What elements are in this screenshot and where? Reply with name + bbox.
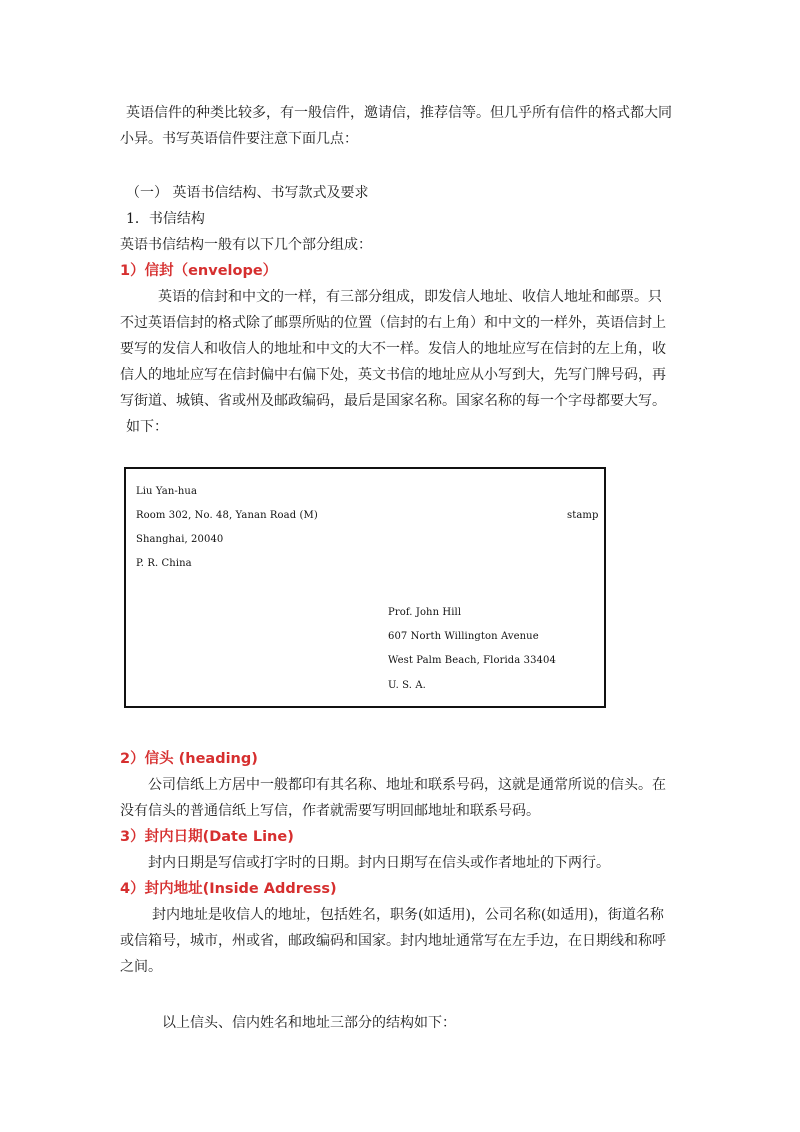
intro-line-1: 英语信件的种类比较多，有一般信件，邀请信，推荐信等。但几乎所有信件的格式都大同 xyxy=(126,105,672,121)
subsection-heading: 1．书信结构 xyxy=(126,211,205,227)
heading-paragraph-line: 没有信头的普通信纸上写信，作者就需要写明回邮地址和联系号码。 xyxy=(120,803,540,819)
stamp-label: stamp xyxy=(567,510,599,521)
date-line-heading: 3）封内日期(Date Line) xyxy=(120,829,294,845)
envelope-paragraph-line: 写街道、城镇、省或州及邮政编码，最后是国家名称。国家名称的每一个字母都要大写。 xyxy=(120,393,666,409)
recipient-street: 607 North Willington Avenue xyxy=(388,631,539,642)
recipient-city: West Palm Beach, Florida 33404 xyxy=(388,655,556,666)
inside-address-heading: 4）封内地址(Inside Address) xyxy=(120,881,337,897)
inside-address-paragraph-line: 之间。 xyxy=(120,959,162,975)
date-line-paragraph: 封内日期是写信或打字时的日期。封内日期写在信头或作者地址的下两行。 xyxy=(148,855,610,871)
envelope-heading: 1）信封（envelope） xyxy=(120,263,278,279)
subsection-description: 英语书信结构一般有以下几个部分组成： xyxy=(120,237,372,253)
sender-city: Shanghai, 20040 xyxy=(136,534,224,545)
recipient-name: Prof. John Hill xyxy=(388,607,462,618)
recipient-country: U. S. A. xyxy=(388,680,426,691)
closing-line: 以上信头、信内姓名和地址三部分的结构如下： xyxy=(162,1015,456,1031)
envelope-sample xyxy=(124,467,606,708)
inside-address-paragraph-line: 或信箱号，城市，州或省，邮政编码和国家。封内地址通常写在左手边，在日期线和称呼 xyxy=(120,933,666,949)
section-title: （一） 英语书信结构、书写款式及要求 xyxy=(126,185,369,201)
sender-name: Liu Yan-hua xyxy=(136,486,198,497)
envelope-paragraph-line: 信人的地址应写在信封偏中右偏下处，英文书信的地址应从小写到大，先写门牌号码，再 xyxy=(120,367,666,383)
intro-line-2: 小异。书写英语信件要注意下面几点： xyxy=(120,131,358,147)
sender-street: Room 302, No. 48, Yanan Road (M) xyxy=(136,510,318,521)
envelope-paragraph-line: 不过英语信封的格式除了邮票所贴的位置（信封的右上角）和中文的一样外，英语信封上 xyxy=(120,315,666,331)
envelope-paragraph-line: 英语的信封和中文的一样，有三部分组成，即发信人地址、收信人地址和邮票。只 xyxy=(158,289,662,305)
heading-paragraph-line: 公司信纸上方居中一般都印有其名称、地址和联系号码，这就是通常所说的信头。在 xyxy=(148,777,666,793)
as-follows-label: 如下： xyxy=(126,419,168,435)
sender-country: P. R. China xyxy=(136,558,192,569)
envelope-paragraph-line: 要写的发信人和收信人的地址和中文的大不一样。发信人的地址应写在信封的左上角，收 xyxy=(120,341,666,357)
heading-section-title: 2）信头 (heading) xyxy=(120,751,258,767)
inside-address-paragraph-line: 封内地址是收信人的地址，包括姓名，职务(如适用)，公司名称(如适用)，街道名称 xyxy=(152,907,664,923)
